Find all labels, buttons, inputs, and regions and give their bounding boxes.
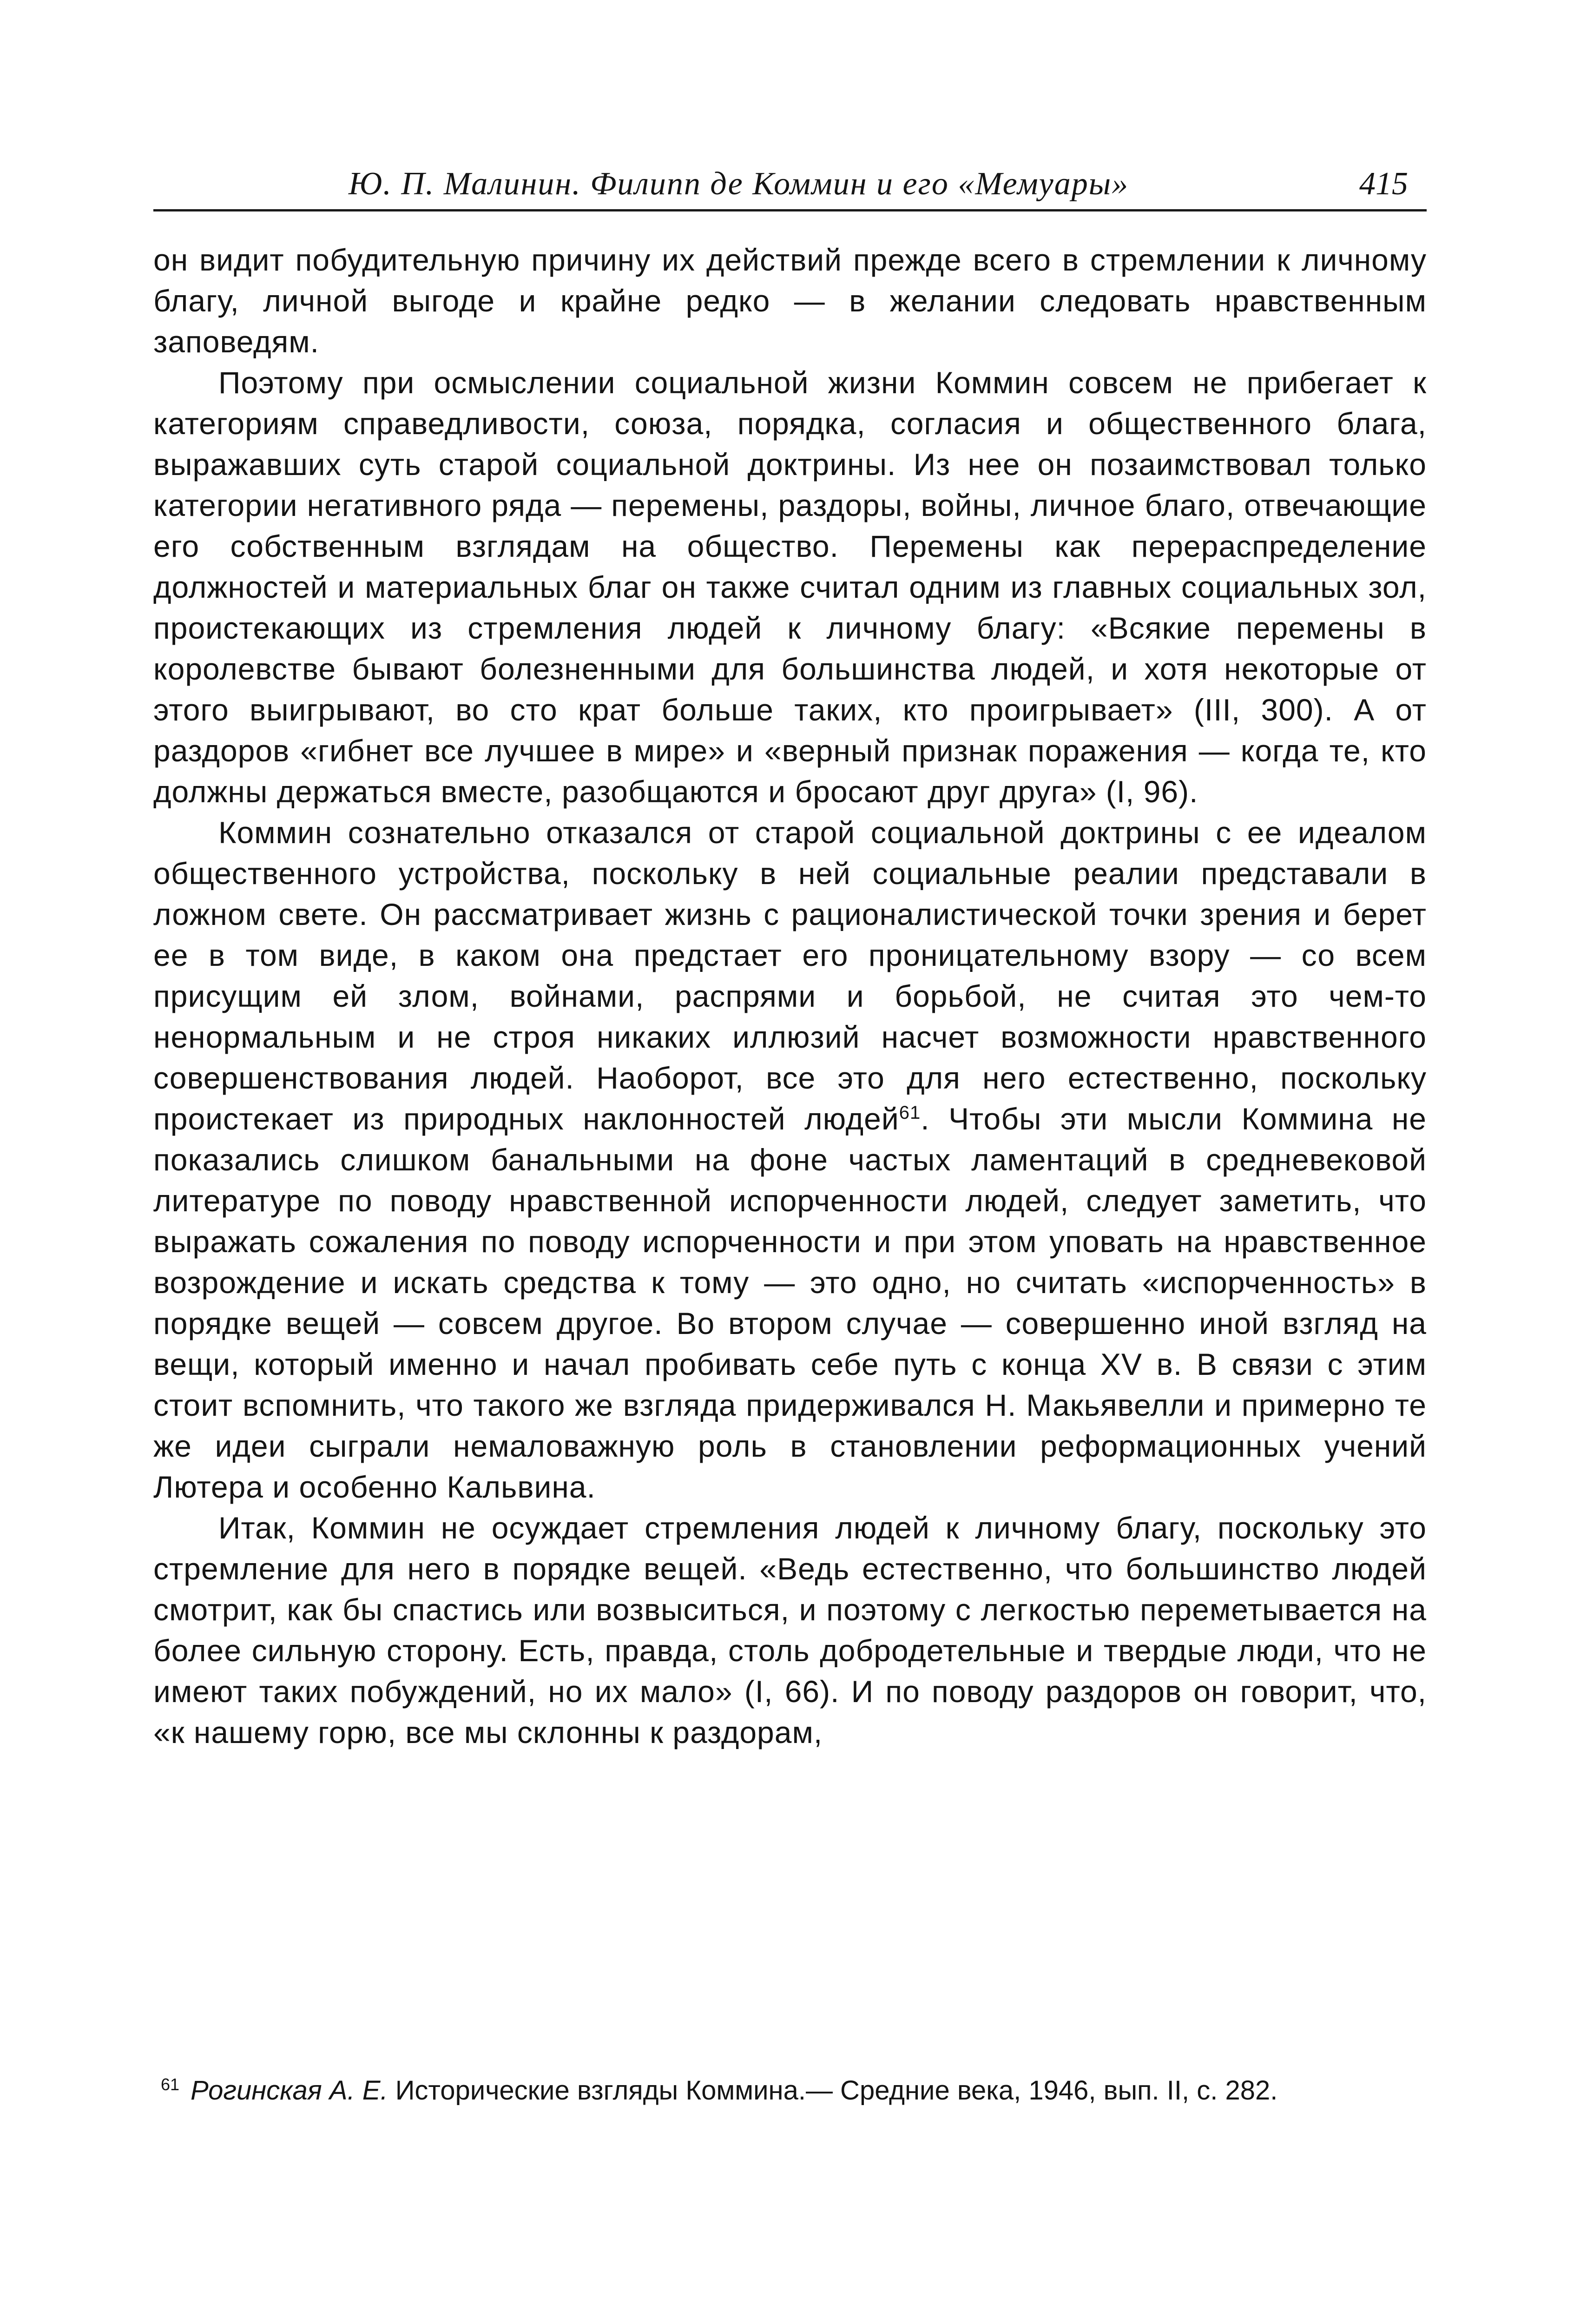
paragraph-3-part-2: . Чтобы эти мысли Коммина не показались слишком банальными на фоне частых ламентаций в средневековой литературе по поводу нравственной испорченности людей, следует заметить, что выражать сожаления по поводу испорченности и при этом уповать на нравственное возрождение и искать средства к тому — это одно, но считать «испорченность» в порядке вещей — совсем другое. Во втором случае — совершенно иной взгляд на вещи, который именно и начал пробивать себе путь с конца XV в. В связи с этим стоит вспомнить, что такого же взгляда придерживался Н. Макьявелли и примерно те же идеи сыграли немаловажную роль в становлении реформационных учений Лютера и особенно Кальвина. [153,1102,1427,1504]
paragraph-4: Итак, Коммин не осуждает стремления людей к личному благу, поскольку это стремление для него в порядке вещей. «Ведь естественно, что большинство людей смотрит, как бы спастись или возвыситься, и поэтому с легкостью переметывается на более сильную сторону. Есть, правда, столь добродетельные и твердые люди, что не имеют таких побуждений, но их мало» (I, 66). И по поводу раздоров он говорит, что, «к нашему горю, все мы склонны к раздорам, [153,1511,1427,1750]
paragraph-1: он видит побудительную причину их действий прежде всего в стремлении к личному благу, личной выгоде и крайне редко — в желании следовать нравственным заповедям. [153,243,1427,359]
footnote-author: Рогинская А. Е. [191,2075,388,2106]
paragraph-3-part-1: Коммин сознательно отказался от старой социальной доктрины с ее идеалом общественного устройства, поскольку в ней социальные реалии представали в ложном свете. Он рассматривает жизнь с рационалистической точки зрения и берет ее в том виде, в каком она предстает его проницательному взору — со всем присущим ей злом, войнами, распрями и борьбой, не считая это чем-то ненормальным и не строя никаких иллюзий насчет возможности нравственного совершенствования людей. Наоборот, все это для него естественно, поскольку проистекает из природных наклонностей людей [153,815,1427,1136]
footnote-text: Исторические взгляды Коммина.— Средние века, 1946, вып. II, с. 282. [388,2075,1278,2106]
book-page [153,158,1427,2296]
footnote-reference-marker: 61 [899,1103,921,1123]
page-number: 415 [1359,166,1408,202]
paragraph-3 [153,812,1427,1507]
footnote [153,2073,1427,2108]
running-title: Ю. П. Малинин. Филипп де Коммин и его «Мемуары» [349,166,1129,202]
paragraph-2: Поэтому при осмыслении социальной жизни Коммин совсем не прибегает к категориям справедливости, союза, порядка, согласия и общественного блага, выражавших суть старой социальной доктрины. Из нее он позаимствовал только категории негативного ряда — перемены, раздоры, войны, личное благо, отвечающие его собственным взглядам на общество. Перемены как перераспределение должностей и материальных благ он также считал одним из главных социальных зол, проистекающих из стремления людей к личному благу: «Всякие перемены в королевстве бывают болезненными для большинства людей, и хотя некоторые от этого выигрывают, во сто крат больше таких, кто проигрывает» (III, 300). А от раздоров «гибнет все лучшее в мире» и «верный признак поражения — когда те, кто должны держаться вместе, разобщаются и бросают друг друга» (I, 96). [153,365,1427,809]
running-header [153,158,1427,211]
body-text [153,239,1427,1753]
footnote-number: 61 [161,2074,180,2094]
